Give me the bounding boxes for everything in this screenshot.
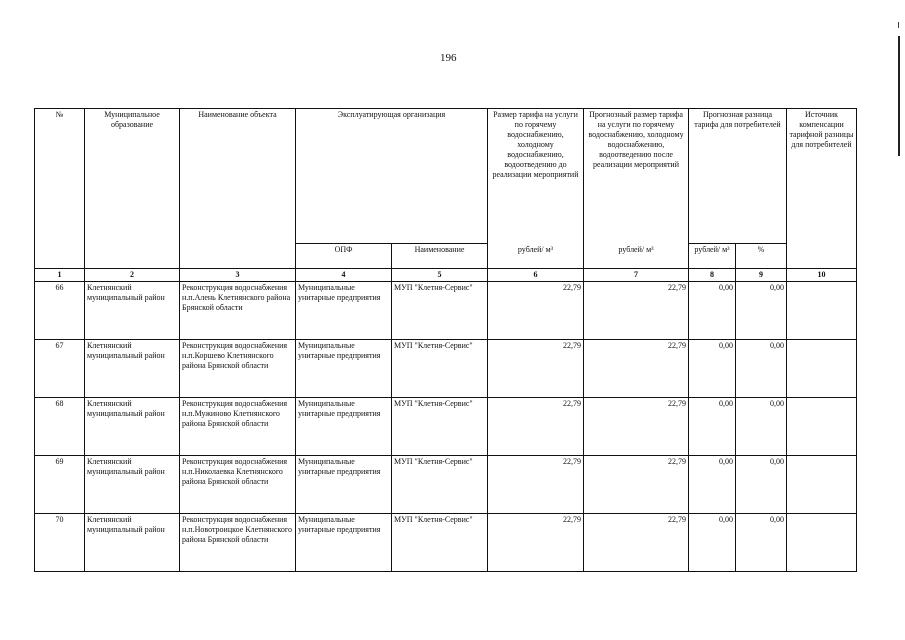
- row-source: [787, 456, 857, 514]
- row-number: 68: [35, 398, 85, 456]
- column-number: 6: [488, 269, 584, 282]
- row-diff-rub: 0,00: [689, 340, 736, 398]
- row-tariff-before: 22,79: [488, 282, 584, 340]
- row-diff-rub: 0,00: [689, 282, 736, 340]
- header-operator: Эксплуатирующая организация: [296, 109, 488, 244]
- header-municipality: Муниципальное образование: [85, 109, 180, 269]
- row-municipality: Клетнянский муниципальный район: [85, 340, 180, 398]
- row-tariff-before: 22,79: [488, 514, 584, 572]
- table-row: [35, 340, 857, 398]
- table-row: [35, 456, 857, 514]
- header-row: [35, 109, 857, 244]
- column-number: 2: [85, 269, 180, 282]
- table-row: [35, 282, 857, 340]
- subheader-unit-before: рублей/ м³: [488, 244, 584, 269]
- row-tariff-after: 22,79: [584, 398, 689, 456]
- row-diff-pct: 0,00: [736, 340, 787, 398]
- subheader-opf: ОПФ: [296, 244, 392, 269]
- row-number: 70: [35, 514, 85, 572]
- header-object: Наименование объекта: [180, 109, 296, 269]
- row-opf: Муниципальные унитарные предприятия: [296, 514, 392, 572]
- row-source: [787, 398, 857, 456]
- row-object: Реконструкция водоснабжения н.п.Коршево Клетнянского района Брянской области: [180, 340, 296, 398]
- header-tariff-before: Размер тарифа на услуги по горячему водоснабжению, холодному водоснабжению, водоотведению до реализации мероприятий: [488, 109, 584, 244]
- table-row: [35, 514, 857, 572]
- row-diff-pct: 0,00: [736, 398, 787, 456]
- column-number-row: [35, 269, 857, 282]
- row-tariff-before: 22,79: [488, 398, 584, 456]
- row-tariff-after: 22,79: [584, 282, 689, 340]
- row-tariff-before: 22,79: [488, 340, 584, 398]
- row-tariff-before: 22,79: [488, 456, 584, 514]
- row-number: 67: [35, 340, 85, 398]
- row-municipality: Клетнянский муниципальный район: [85, 398, 180, 456]
- row-object: Реконструкция водоснабжения н.п.Алень Клетнянского района Брянской области: [180, 282, 296, 340]
- row-org: МУП "Клетня-Сервис": [392, 456, 488, 514]
- header-difference: Прогнозная разница тарифа для потребителей: [689, 109, 787, 244]
- row-municipality: Клетнянский муниципальный район: [85, 282, 180, 340]
- row-org: МУП "Клетня-Сервис": [392, 340, 488, 398]
- row-source: [787, 282, 857, 340]
- row-diff-pct: 0,00: [736, 282, 787, 340]
- row-tariff-after: 22,79: [584, 340, 689, 398]
- column-number: 5: [392, 269, 488, 282]
- column-number: 8: [689, 269, 736, 282]
- row-diff-pct: 0,00: [736, 514, 787, 572]
- column-number: 10: [787, 269, 857, 282]
- column-number: 7: [584, 269, 689, 282]
- row-municipality: Клетнянский муниципальный район: [85, 456, 180, 514]
- row-source: [787, 514, 857, 572]
- page-number: 196: [440, 52, 457, 64]
- tariff-table: [34, 108, 857, 572]
- row-opf: Муниципальные унитарные предприятия: [296, 282, 392, 340]
- header-tariff-after: Прогнозный размер тарифа на услуги по горячему водоснабжению, холодному водоснабжению, водоотведению после реализации мероприятий: [584, 109, 689, 244]
- row-tariff-after: 22,79: [584, 456, 689, 514]
- row-number: 69: [35, 456, 85, 514]
- subheader-unit-diff-pct: %: [736, 244, 787, 269]
- row-opf: Муниципальные унитарные предприятия: [296, 398, 392, 456]
- subheader-unit-diff-rub: рублей/ м³: [689, 244, 736, 269]
- column-number: 4: [296, 269, 392, 282]
- page-edge-mark: [898, 36, 900, 156]
- row-diff-rub: 0,00: [689, 514, 736, 572]
- header-number: №: [35, 109, 85, 269]
- column-number: 3: [180, 269, 296, 282]
- row-source: [787, 340, 857, 398]
- row-diff-rub: 0,00: [689, 456, 736, 514]
- header-compensation-source: Источник компенсации тарифной разницы для потребителей: [787, 109, 857, 269]
- row-object: Реконструкция водоснабжения н.п.Мужиново Клетнянского района Брянской области: [180, 398, 296, 456]
- row-opf: Муниципальные унитарные предприятия: [296, 340, 392, 398]
- table-row: [35, 398, 857, 456]
- row-org: МУП "Клетня-Сервис": [392, 398, 488, 456]
- row-diff-rub: 0,00: [689, 398, 736, 456]
- subheader-unit-after: рублей/ м³: [584, 244, 689, 269]
- row-org: МУП "Клетня-Сервис": [392, 514, 488, 572]
- column-number: 9: [736, 269, 787, 282]
- row-object: Реконструкция водоснабжения н.п.Николаевка Клетнянского района Брянской области: [180, 456, 296, 514]
- row-org: МУП "Клетня-Сервис": [392, 282, 488, 340]
- row-diff-pct: 0,00: [736, 456, 787, 514]
- row-opf: Муниципальные унитарные предприятия: [296, 456, 392, 514]
- column-number: 1: [35, 269, 85, 282]
- row-tariff-after: 22,79: [584, 514, 689, 572]
- subheader-org-name: Наименование: [392, 244, 488, 269]
- row-number: 66: [35, 282, 85, 340]
- row-municipality: Клетнянский муниципальный район: [85, 514, 180, 572]
- row-object: Реконструкция водоснабжения н.п.Новотроицкое Клетнянского района Брянской области: [180, 514, 296, 572]
- page-edge-mark-small: [898, 22, 899, 28]
